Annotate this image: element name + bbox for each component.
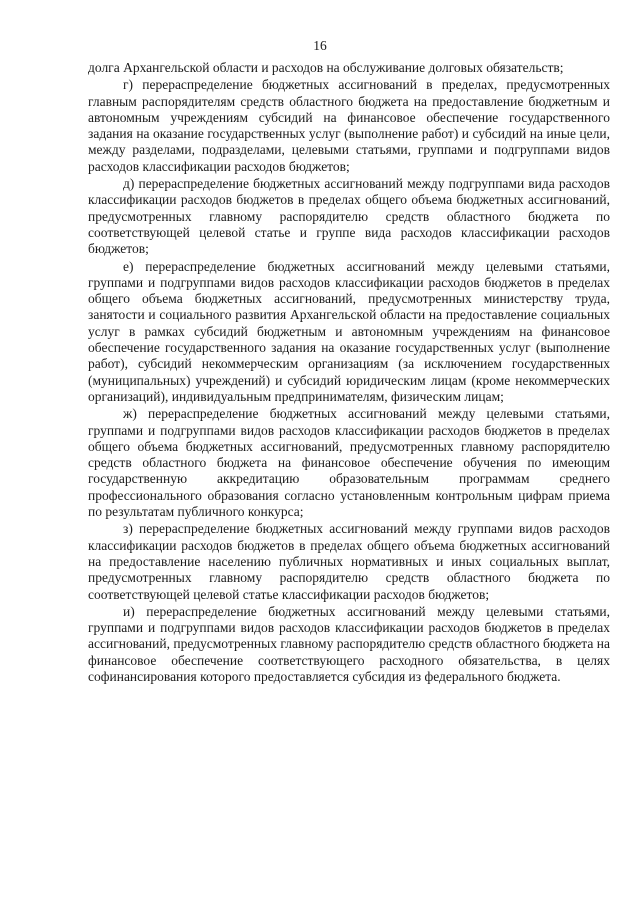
page-number: 16 <box>313 38 327 53</box>
paragraph-continuation: долга Архангельской области и расходов на обслуживание долговых обязательств; <box>88 60 564 75</box>
paragraph-item-e: е) перераспределение бюджетных ассигнований между целевыми статьями, группами и подгруппами видов расходов классификации расходов бюджетов в пределах общего объема бюджетных ассигнований, предусмотренных министерству труда, занятости и социального развития Архангельской области на предоставление социальных услуг в рамках субсидий бюджетным и автономным учреждениям на финансовое обеспечение государственного задания на оказание государственных услуг (выполнение работ), субсидий некоммерческим организациям (за исключением государственных (муниципальных) учреждений) и субсидий юридическим лицам (кроме некоммерческих организаций), индивидуальным предпринимателям, физическим лицам; <box>88 258 610 404</box>
paragraph-item-g: г) перераспределение бюджетных ассигнований в пределах, предусмотренных главным распорядителям средств областного бюджета на предоставление бюджетным и автономным учреждениям субсидий на финансовое обеспечение государственного задания на оказание государственных услуг (выполнение работ) и субсидий на иные цели, между разделами, подразделами, целевыми статьями, группами и подгруппами видов расходов классификации расходов бюджетов; <box>88 77 610 174</box>
paragraph-item-d: д) перераспределение бюджетных ассигнований между подгруппами вида расходов классификации расходов бюджетов в пределах общего объема бюджетных ассигнований, предусмотренных главному распорядителю средств областного бюджета по соответствующей целевой статье и группе вида расходов классификации расходов бюджетов; <box>88 176 610 257</box>
paragraph-item-z: з) перераспределение бюджетных ассигнований между группами видов расходов классификации расходов бюджетов в пределах общего объема бюджетных ассигнований на предоставление населению публичных нормативных и иных социальных выплат, предусмотренных главному распорядителю средств областного бюджета по соответствующей целевой статье классификации расходов бюджетов; <box>88 521 610 602</box>
paragraph-item-zh: ж) перераспределение бюджетных ассигнований между целевыми статьями, группами и подгруппами видов расходов классификации расходов бюджетов в пределах общего объема бюджетных ассигнований, предусмотренных главному распорядителю средств областного бюджета на финансовое обеспечение обучения по имеющим государственную аккредитацию образовательным программам среднего профессионального образования согласно установленным контрольным цифрам приема по результатам публичного конкурса; <box>88 406 610 520</box>
paragraph-item-i: и) перераспределение бюджетных ассигнований между целевыми статьями, группами и подгруппами видов расходов классификации расходов бюджетов в пределах ассигнований, предусмотренных главному распорядителю средств областного бюджета на финансовое обеспечение соответствующего расходного обязательства, в целях софинансирования которого предоставляется субсидия из федерального бюджета. <box>88 603 610 684</box>
document-body <box>88 60 610 686</box>
